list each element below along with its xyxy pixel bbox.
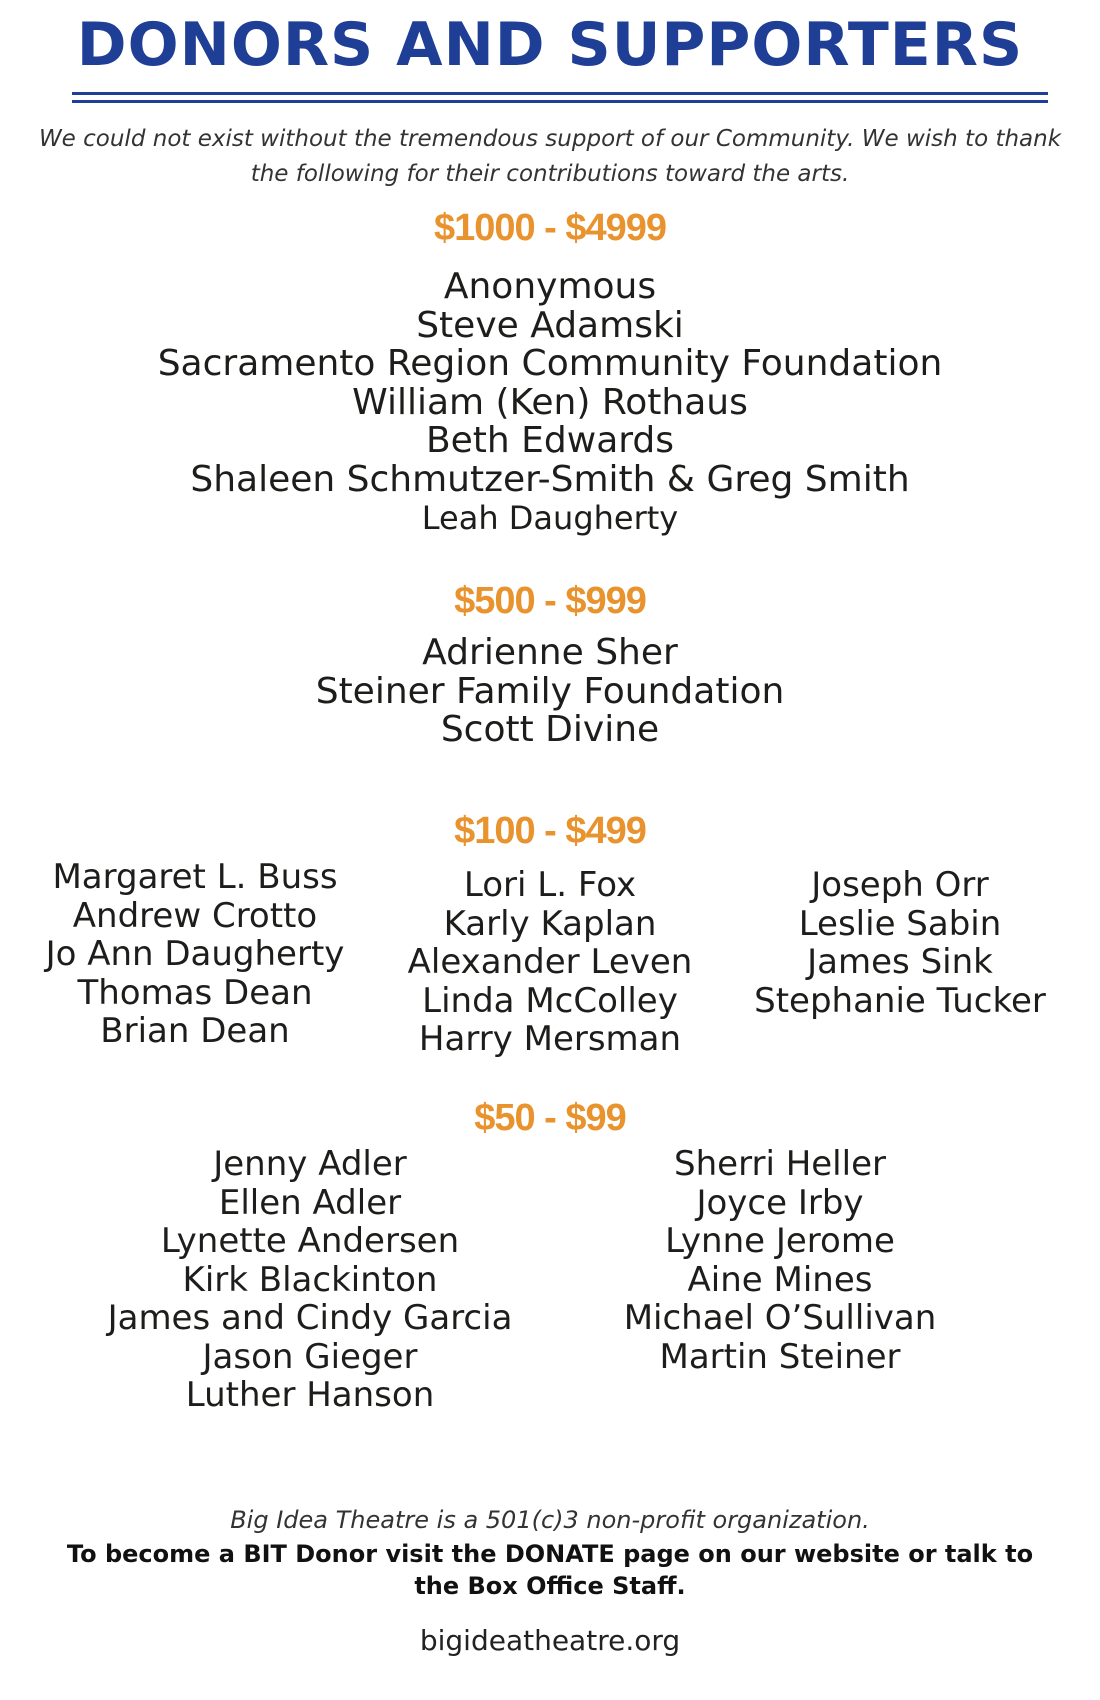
tier-heading-100-499: $100 - $499 [454,810,646,852]
donor-name: James and Cindy Garcia [107,1298,513,1338]
donor-name: Luther Hanson [185,1375,435,1415]
donate-call-to-action: To become a BIT Donor visit the DONATE page on our website or talk to the Box Office Staff. [66,1540,1034,1600]
donor-name: Thomas Dean [77,972,313,1013]
donor-list-1000-4999 [0,268,1100,538]
donor-name: Margaret L. Buss [52,857,338,897]
page-title: DONORS AND SUPPORTERS [76,10,1024,80]
tier-heading-500-999: $500 - $999 [454,580,646,622]
title-divider-top [72,92,1048,95]
donor-name: Linda McColley [422,980,678,1021]
donor-column-left [60,1145,560,1415]
donor-name: Ellen Adler [218,1182,402,1223]
donor-name: Michael O’Sullivan [623,1298,937,1338]
donor-column-right [580,1145,980,1376]
donor-name: Adrienne Sher [422,632,678,673]
tier-heading-1000-4999: $1000 - $4999 [433,207,667,249]
website-url: bigideatheatre.org [419,1624,681,1657]
donor-name: William (Ken) Rothaus [352,381,748,423]
donor-name: Brian Dean [100,1011,290,1051]
nonprofit-note: Big Idea Theatre is a 501(c)3 non-profit organization. [230,1506,870,1534]
intro-text: We could not exist without the tremendous support of our Community. We wish to thank the following for their contributions toward the arts. [38,126,1062,187]
donor-name: Alexander Leven [407,942,693,982]
donor-column-1 [10,858,380,1051]
donor-name: Jo Ann Daugherty [45,934,345,974]
donor-name: Martin Steiner [659,1336,901,1377]
donor-list-500-999 [0,634,1100,750]
tier-heading-50-99: $50 - $99 [474,1097,626,1139]
donor-name: Sacramento Region Community Foundation [157,343,943,384]
donor-name: Lynette Andersen [160,1221,460,1261]
donor-name: Steve Adamski [416,304,684,346]
donor-name: Aine Mines [687,1259,873,1300]
donor-name: Karly Kaplan [443,903,657,944]
donor-name: Harry Mersman [418,1019,682,1059]
donor-name: Leah Daugherty [421,499,679,537]
title-divider-bottom [72,100,1048,103]
donor-name: Joyce Irby [696,1182,864,1223]
donor-name: Andrew Crotto [72,895,318,936]
donor-name: James Sink [807,942,993,982]
donor-name: Shaleen Schmutzer-Smith & Greg Smith [190,458,910,500]
donor-name: Lynne Jerome [665,1221,895,1261]
donor-name: Leslie Sabin [798,903,1002,944]
donor-name: Steiner Family Foundation [315,670,785,712]
donor-column-2 [390,866,710,1059]
donor-name: Lori L. Fox [463,865,637,905]
donor-name: Scott Divine [440,709,660,750]
donor-column-3 [730,866,1070,1020]
donor-name: Kirk Blackinton [182,1259,438,1300]
donor-name: Joseph Orr [811,865,989,905]
donor-name: Stephanie Tucker [754,980,1046,1021]
donor-name: Anonymous [443,266,657,307]
donor-name: Beth Edwards [425,420,675,461]
donor-name: Jason Gieger [202,1336,418,1377]
donor-name: Sherri Heller [674,1144,886,1184]
donor-name: Jenny Adler [213,1144,407,1184]
